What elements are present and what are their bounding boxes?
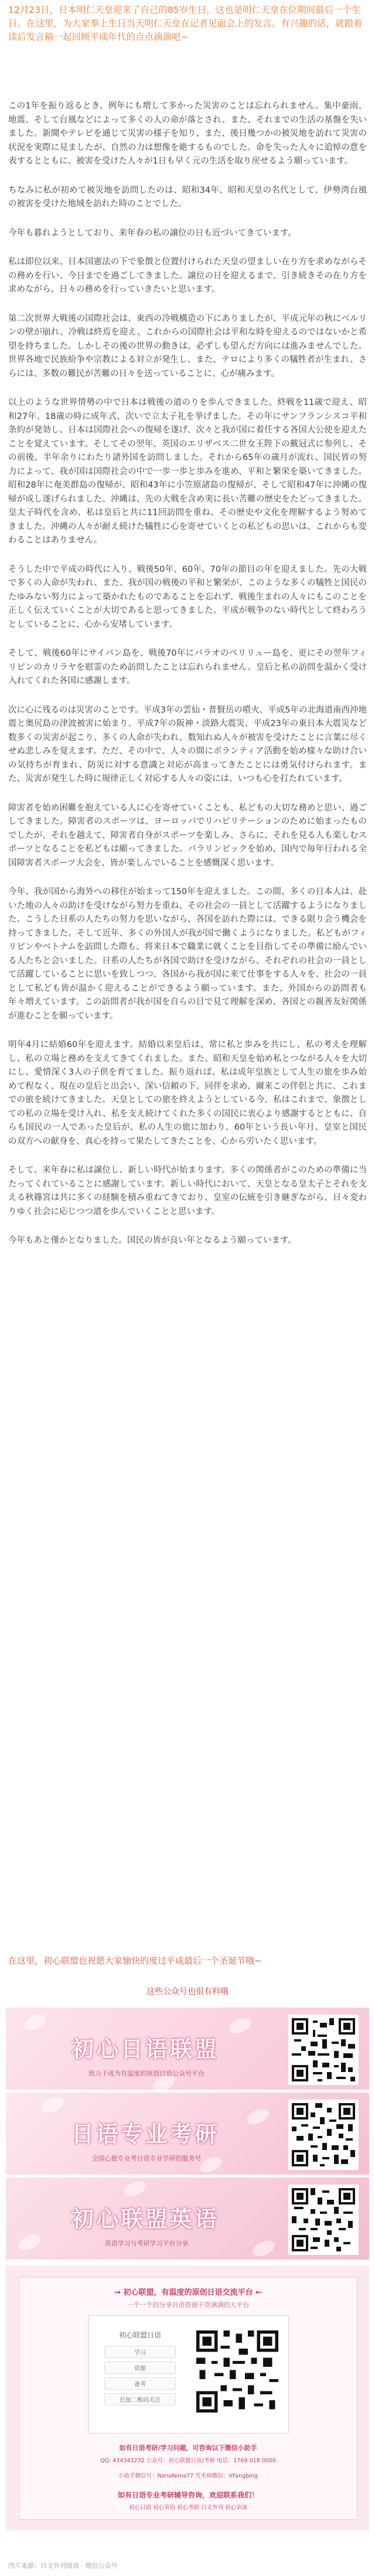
- account-tag: 长按二维码关注: [104, 2393, 176, 2405]
- account-name: 初心联盟日语: [118, 2331, 161, 2339]
- speech-article: [8, 100, 367, 1263]
- banner-title: 初心日语联盟: [71, 2036, 219, 2062]
- banner-subtitle: 英语学习与考研学习平台分享: [104, 2240, 189, 2247]
- article-paragraph: そして、来年春に私は譲位し、新しい時代が始まります。多くの関係者がこのための準備に当たってくれていることに感謝しています。新しい時代において、天皇となる皇太子とそれを支える秋篠宮は共に多くの経験を積み重ねてきており、皇室の伝統を引き継ぎながら、日々変わりゆく社会に応じつつ道を歩んでいくことと思います。: [8, 1166, 367, 1217]
- article-paragraph: 今年、我が国から海外への移住が始まって150年を迎えました。この間、多くの日本人は、赴いた地の人々の助けを受けながら努力を重ね、その社会の一員として活躍するようになりました。こうした日系の人たちの努力を思いながら、各国を訪れた際には、できる限り会う機会を持ってきました。そして近年、多くの外国人が我が国で働くようになりました。私どもがフィリピンやベトナムを訪問した際も、将来日本で職業に就くことを目指してその準備に励んでいる人たちと会いました。日系の人たちが各国で助けを受けながら、それぞれの社会の一員として活躍していることに思いを致しつつ、各国から我が国に来て仕事をする人々を、社会の一員として私ども皆が温かく迎えることができるよう願っています。また、外国からの訪問者も年々増えています。この訪問者が我が国を自らの目で見て理解を深め、各国との親善友好関係が進むことを願っています。: [8, 887, 367, 1021]
- article-paragraph: そして、戦後60年にサイパン島を、戦後70年にパラオのペリリュー島を、更にその翌年フィリピンのカリラヤを慰霊のため訪問したことは忘れられません。皇后と私の訪問を温かく受け入れてくれた各国に感謝します。: [8, 649, 367, 686]
- contact-card-inner: [19, 2277, 357, 2520]
- card-links-line: 初心日语 初心英语 初心考研 日文外刊 初心杂谈: [128, 2505, 248, 2511]
- article-paragraph: 私は即位以来、日本国憲法の下で象徴と位置付けられた天皇の望ましい在り方を求めながらその務めを行い、今日までを過ごしてきました。譲位の日を迎えるまで、引き続きその在り方を求めながら、日々の務めを行っていきたいと思います。: [8, 257, 367, 294]
- card-callout: 如有日语专业考研辅导咨询，欢迎联系我们！: [117, 2491, 258, 2499]
- qr-code-icon: [288, 2185, 359, 2255]
- account-tag: 备考: [104, 2377, 176, 2390]
- account-tag: 学习: [104, 2346, 176, 2358]
- account-info: [96, 2330, 184, 2409]
- promo-banner-japanese[interactable]: [6, 2008, 369, 2090]
- ads-section-title: 这些公众号也很有料哦: [146, 1987, 229, 1996]
- card-subheading: 一个一个的分享日语资源干货满满的大平台: [127, 2301, 250, 2309]
- article-paragraph: 明年4月に結婚60年を迎えます。結婚以来皇后は、常に私と歩みを共にし、私の考えを理解し、私の立場と務めを支えてきてくれました。また、昭和天皇を始め私とつながる人々を大切にし、愛情深く3人の子供を育てました。振り返れば、私は成年皇族として人生の旅を歩み始めて程なく、現在の皇后と出会い、深い信頼の下、同伴を求め、爾来この伴侶と共に、これまでの旅を続けてきました。天皇としての旅を終えようとしている今、私はこれまで、象徴としての私の立場を受け入れ、私を支え続けてくれた多くの国民に衷心より感謝するとともに、自らも国民の一人であった皇后が、私の人生の旅に加わり、60年という長い年月、皇室と国民の双方への献身を、真心を持って果たしてきたことを、心から労いたく思います。: [8, 1040, 367, 1146]
- account-qr-block[interactable]: [88, 2315, 289, 2434]
- banner-title: 初心联盟英语: [71, 2206, 219, 2232]
- card-heading: → 初心联盟，有温度的原创日语交流平台 ←: [114, 2288, 262, 2297]
- banner-title: 日语专业考研: [71, 2121, 219, 2147]
- qr-code-icon: [288, 2100, 359, 2170]
- qr-code-icon: [288, 2015, 359, 2085]
- article-paragraph: この1年を振り返るとき、例年にも増して多かった災害のことは忘れられません。集中豪雨、地震、そして台風などによって多くの人の命が落とされ、また、それまでの生活の基盤を失いました。新聞やテレビを通じて災害の様子を知り、また、後日幾つかの被災地を訪れて災害の状況を実際に見ましたが、自然の力は想像を絶するものでした。命を失った人々に追悼の意を表するとともに、被害を受けた人々が1日も早く元の生活を取り戻せるよう願っています。: [8, 101, 367, 166]
- article-paragraph: ちなみに私が初めて被災地を訪問したのは、昭和34年、昭和天皇の名代として、伊勢湾台風の被害を受けた地域を訪れた時のことでした。: [8, 185, 367, 209]
- banner-subtitle: 全国心愿专业考日语专业学研的服务号: [91, 2155, 202, 2162]
- contact-card: [6, 2265, 369, 2530]
- promo-banner-english[interactable]: [6, 2178, 369, 2260]
- account-tag: 资源: [104, 2362, 176, 2374]
- banner-subtitle: 致力于成为有温度的原创日语公众号平台: [88, 2070, 204, 2077]
- article-paragraph: 障害者を始め困難を抱えている人に心を寄せていくことも、私どもの大切な務めと思い、過ごしてきました。障害者のスポーツは、ヨーロッパでリハビリテーションのために始まったものでしたが、それを越えて、障害者自身がスポーツを楽しみ、さらに、それを見る人も楽しむスポーツとなることを私どもは願ってきました。パラリンピックを始め、国内で毎年行われる全国障害者スポーツ大会を、皆が楽しんでいることを感慨深く思います。: [8, 803, 367, 868]
- image-source-caption: 图片来源：日文外刊阅读 · 微信公众号: [8, 2562, 118, 2570]
- article-paragraph: 第二次世界大戦後の国際社会は、東西の冷戦構造の下にありましたが、平成元年の秋にベルリンの壁が崩れ、冷戦は終焉を迎え、これからの国際社会は平和な時を迎えるのではないかと希望を持ちました。しかしその後の世界の動きは、必ずしも望んだ方向には進みませんでした。世界各地で民族紛争や宗教による対立が発生し、また、テロにより多くの犠牲者が生まれ、さらには、多数の難民が苦難の日々を送っていることに、心が痛みます。: [8, 314, 367, 379]
- qr-code-icon: [193, 2328, 281, 2415]
- card-contact-line: QQ: 434343232 公众号：初心联盟日语/考研 电话：1769 018 0000: [100, 2458, 276, 2464]
- article-paragraph: そうした中で平成の時代に入り、戦後50年、60年、70年の節目の年を迎えました。先の大戦で多くの人命が失われ、また、我が国の戦後の平和と繁栄が、このような多くの犠牲と国民のたゆみない努力によって築かれたものであることを忘れず、戦後生まれの人々にもこのことを正しく伝えていくことが大切であると思ってきました。平成が戦争のない時代として終わろうとしていることに、心から安堵しています。: [8, 564, 367, 629]
- card-contact-line: 小助手微信号：NanaNima77 咒术师微信：VFangbing: [118, 2473, 258, 2479]
- card-note: 如有日语考研/学习问题，可咨询以下微信小助手: [119, 2444, 257, 2452]
- intro-paragraph: 12月23日，日本明仁天皇迎来了自己的85岁生日，这也是明仁天皇在位期间最后一个生日。在这里，为大家奉上生日当天明仁天皇在记者见面会上的发言。有兴趣的话，就跟着读后发言稿一起回顾平成年代的点点滴滴吧~: [8, 5, 363, 42]
- article-paragraph: 次に心に残るのは災害のことです。平成3年の雲仙・普賢岳の噴火、平成5年の北海道南西沖地震と奥尻島の津波被害に始まり、平成7年の阪神・淡路大震災、平成23年の東日本大震災など数多くの災害が起こり、多くの人命が失われ、数知れぬ人々が被害を受けたことに言葉に尽くせぬ悲しみを覚えます。ただ、その中で、人々の間にボランティア活動を始め様々な助け合いの気持ちが育まれ、防災に対する意識と対応が高まってきたことには勇気付けられます。また、災害が発生した時に規律正しく対応する人々の姿には、いつも心を打たれています。: [8, 705, 367, 783]
- article-paragraph: 今年も暮れようとしており、来年春の私の譲位の日も近づいてきています。: [8, 228, 296, 238]
- promo-banner-kaoyan[interactable]: [6, 2093, 369, 2175]
- closing-message: 在这里，初心联盟也祝愿大家愉快的度过平成最后一个圣诞节哦~: [8, 1955, 262, 1966]
- article-paragraph: 以上のような世界情勢の中で日本は戦後の道のりを歩んできました。終戦を11歳で迎え、昭和27年、18歳の時に成年式、次いで立太子礼を挙げました。その年にサンフランシスコ平和条約が発効し、日本は国際社会への復帰を遂げ、次々と我が国に着任する各国大公使を迎えたことを覚えています。そしてその翌年、英国のエリザベス二世女王陛下の戴冠式に参列し、その前後、半年余りにわたり諸外国を訪問しました。それから65年の歳月が流れ、国民皆の努力によって、我が国は国際社会の中で一歩一歩と歩みを進め、平和と繁栄を築いてきました。昭和28年に奄美群島の復帰が、昭和43年に小笠原諸島の復帰が、そして昭和47年に沖縄の復帰が成し遂げられました。沖縄は、先の大戦を含め実に長い苦難の歴史をたどってきました。皇太子時代を含め、私は皇后と共に11回訪問を重ね、その歴史や文化を理解するよう努めてきました。沖縄の人々が耐え続けた犠牲に心を寄せていくとの私どもの思いは、これからも変わることはありません。: [8, 398, 367, 545]
- article-paragraph: 今年もあと僅かとなりました。国民の皆が良い年となるよう願っています。: [8, 1236, 296, 1245]
